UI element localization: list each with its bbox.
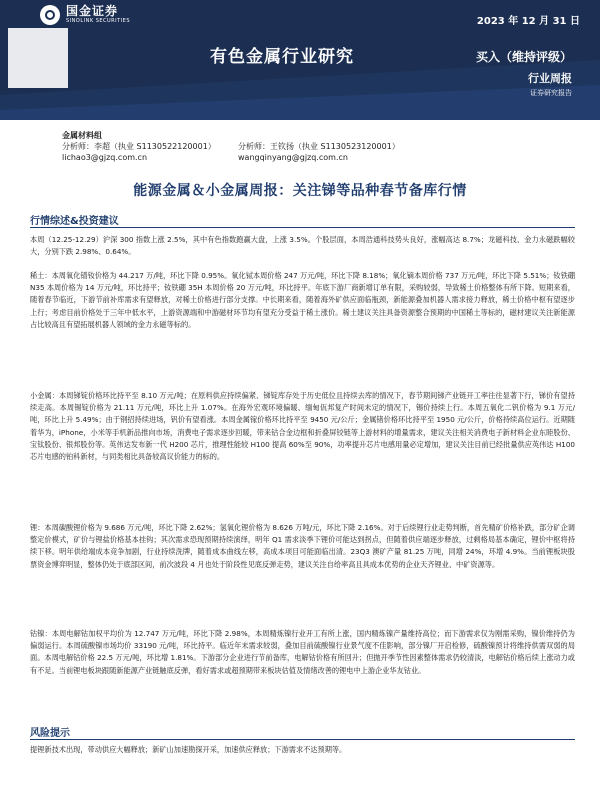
report-main-title: 能源金属＆小金属周报：关注锑等品种春节备库行情 bbox=[133, 183, 467, 199]
section-title-risk: 风险提示 bbox=[30, 728, 70, 739]
section-title-summary: 行情综述&投资建议 bbox=[30, 216, 119, 227]
section-divider bbox=[30, 227, 575, 228]
company-logo bbox=[40, 5, 130, 25]
paragraph-minor-metals: 小金属：本周锑锭价格环比持平至 8.10 万元/吨；在原料供应持续偏紧、锑锭库存处于历史低位且持续去库的情况下，春节期间锑产业链开工率往往显著下行，锑价有望持续走高。本周锡锭价格为 21.11 万元/吨，环比上升 1.07%。在海外宏观环境偏暖、缅甸佤邦复产时间未定的情况下，锡价持续上行。本周五氧化二钒价格为 9.1 万元/吨，环比上升 5.49%；由于钢招持续进场，钒价有望看涨。本周金属镓价格环比持平至 9450 元/公斤；金属锗价格环比持平至 1950 元/公斤，价格持续高位运行。近期随着华为，iPhone，小米等手机新品推向市场，消费电子需求逐步回暖，带来钴合金边框和折叠屏铰链等上游材料的增量需求，建议关注相关消费电子新材料企业东睦股份、宝钛股份、银邦股份等。英伟达发布新一代 H200 芯片，推理性能较 H100 提高 60%至 90%，功率提升芯片电感用量必定增加，建议关注目前已经批量供应英伟达 H100 芯片电感的铂科新材，与同类相比具备较高议价能力的标的。 bbox=[30, 391, 575, 462]
paragraph-market: 本周（12.25-12.29）沪深 300 指数上涨 2.5%，其中有色指数跑赢大盘，上涨 3.5%。个股层面，本周浩通科技势头良好，涨幅高达 8.7%；龙磁科技、金力永磁跌幅较大，分别下跌 2.98%、0.64%。 bbox=[30, 235, 575, 257]
logo-icon bbox=[40, 5, 60, 25]
section-divider bbox=[30, 739, 575, 740]
analyst-1-email[interactable]: lichao3@gjzq.com.cn bbox=[62, 153, 148, 162]
analyst-1: 分析师：李超（执业 S1130522120001） bbox=[62, 142, 216, 151]
logo-cn: 国金证券 bbox=[66, 4, 119, 18]
report-header bbox=[0, 0, 600, 120]
analyst-2-email[interactable]: wangqinyang@gjzq.com.cn bbox=[238, 153, 348, 162]
sector-label: 金属材料组 bbox=[62, 131, 102, 140]
report-date: 2023 年 12 月 31 日 bbox=[476, 16, 580, 27]
paragraph-lithium: 锂：本周碳酸锂价格为 9.686 万元/吨，环比下降 2.62%；氢氧化锂价格为 8.626 万吨/元，环比下降 2.16%。对于后续锂行业走势判断，首先精矿价格补跌，部分矿企调整定价模式，矿价与锂盐价格基本挂钩；其次需求恐现预期持续演绎，明年 Q1 需求淡季下锂价可能达到拐点，但随着供应端逐步释放，过剩格局基本确定，锂价中枢将持续下移。明年供给端成本竞争加剧，行业持续洗牌，随着成本曲线左移，高成本项目可能面临出清。23Q3 澳矿产量 81.25 万吨，同增 24%，环增 4.9%。当前锂板块股票资金博弈明显，整体仍处于底部区间，前次波段 4 月也处于阶段性见底反弹走势，建议关注自给率高且具成本优势的企业天齐锂业、中矿资源等。 bbox=[30, 523, 575, 569]
analyst-info bbox=[62, 130, 562, 163]
logo-en: SINOLINK SECURITIES bbox=[66, 18, 130, 24]
analyst-2: 分析师：王钦扬（执业 S1130523120001） bbox=[238, 142, 400, 151]
qr-code bbox=[8, 28, 68, 88]
paragraph-risk: 提锂新技术出现，带动供应大幅释放；新矿山加速勘探开采，加速供应释放；下游需求不达预期等。 bbox=[30, 745, 347, 754]
paragraph-rare-earth: 稀土：本周氧化镨钕价格为 44.217 万/吨，环比下降 0.95%。氧化铽本周价格 247 万元/吨，环比下降 8.18%；氧化镝本周价格 737 万元/吨，环比下降 5.51%；钕铁硼 N35 本周价格为 14 万元/吨，环比持平；钕铁硼 35H 本周价格 20 万元/吨，环比持平。年底下游厂商新增订单有限，采购较弱，导致稀土价格整体有所下降。短期来看，随着春节临近，下游节前补库需求有望释放，对稀土价格进行部分支撑。中长期来看，随着海外矿供应面临瓶颈，新能源叠加机器人需求接力释放，稀土价格中枢有望逐步上行；考虑目前价格处于三年中低水平，上游资源端和中游磁材环节均有望充分受益于稀土涨价。稀土建议关注具备资源整合预期的中国稀土等标的，磁材建议关注新能源占比较高且有望拓展机器人领域的金力永磁等标的。 bbox=[30, 271, 575, 329]
industry-title: 有色金属行业研究 bbox=[210, 47, 354, 67]
paragraph-cobalt-nickel: 钴镍：本周电解钴加权平均价为 12.747 万元/吨，环比下降 2.98%，本周精炼镍行业开工有所上涨，国内精炼镍产量维持高位；而下游需求仅为刚需采购，镍价维持仍为偏弱运行。本周硫酸镍市场均价 33190 元/吨，环比持平。临近年末需求较弱，叠加目前硫酸镍行业景气度不佳影响，部分镍厂开启检修，硫酸镍预计将维持供需双弱的局面。本周电解钴价格 22.5 万元/吨，环比增 1.81%。下游部分企业进行节前备库，电解钴价格有所回升；但抛开季节性因素整体需求仍较清淡，电解钴价格后续上涨动力或有不足。当前锂电板块跟随新能源产业链触底反弹，看好需求或超预期带来板块估值及情绪改善的锂电中上游企业华友钴业。 bbox=[30, 629, 575, 675]
rating: 买入（维持评级） bbox=[475, 50, 572, 64]
report-type: 行业周报 bbox=[528, 72, 572, 85]
report-subtype: 证券研究报告 bbox=[530, 89, 572, 97]
